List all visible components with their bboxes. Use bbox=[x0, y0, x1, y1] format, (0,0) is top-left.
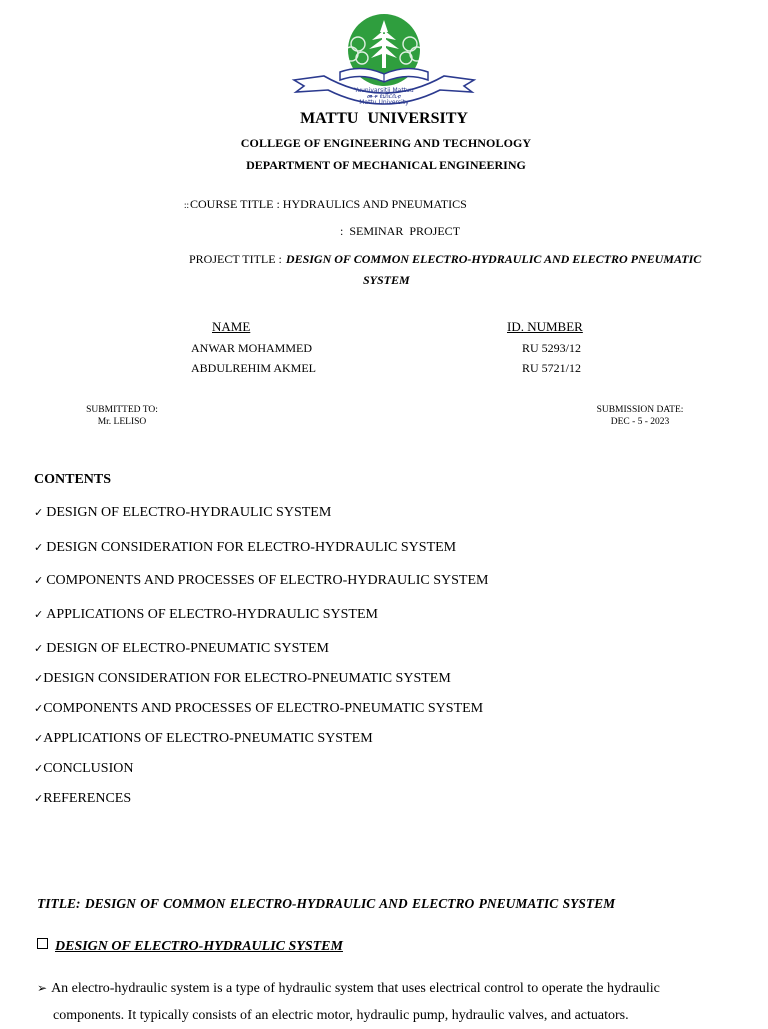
checkmark-icon: ✓ bbox=[34, 762, 44, 775]
project-title: DESIGN OF COMMON ELECTRO-HYDRAULIC AND ELECTRO PNEUMATIC bbox=[285, 252, 702, 266]
logo-text-3: Mattu University bbox=[359, 99, 409, 106]
paragraph-line: An electro-hydraulic system is a type of hydraulic system that uses electrical control to operate the hydraulic bbox=[51, 981, 660, 996]
member-id: RU 5721/12 bbox=[522, 361, 582, 375]
contents-item bbox=[34, 761, 133, 777]
submission-date-value: DEC - 5 - 2023 bbox=[610, 417, 670, 427]
project-title-label: PROJECT TITLE : bbox=[189, 252, 282, 266]
submitted-to bbox=[74, 404, 170, 428]
contents-item bbox=[34, 641, 329, 657]
contents-item-label: APPLICATIONS OF ELECTRO-HYDRAULIC SYSTEM bbox=[46, 607, 378, 622]
contents-item bbox=[34, 731, 373, 747]
checkmark-icon: ✓ bbox=[34, 672, 44, 685]
logo-text-1: Yuunivarsitii Mattuu bbox=[354, 87, 414, 94]
contents-item bbox=[34, 791, 131, 807]
checkmark-icon: ✓ bbox=[34, 608, 44, 621]
checkbox-bullet-icon bbox=[37, 938, 48, 949]
checkmark-icon: ✓ bbox=[34, 506, 44, 519]
document-title: TITLE: DESIGN OF COMMON ELECTRO-HYDRAULIC AND ELECTRO PNEUMATIC SYSTEM bbox=[37, 896, 616, 911]
college-name: COLLEGE OF ENGINEERING AND TECHNOLOGY bbox=[240, 136, 532, 150]
member-name: ABDULREHIM AKMEL bbox=[191, 361, 316, 375]
section-heading-text: DESIGN OF ELECTRO-HYDRAULIC SYSTEM bbox=[55, 939, 343, 954]
checkmark-icon: ✓ bbox=[34, 702, 44, 715]
checkmark-icon: ✓ bbox=[34, 792, 44, 805]
contents-item-label: DESIGN CONSIDERATION FOR ELECTRO-HYDRAULIC SYSTEM bbox=[46, 540, 457, 555]
checkmark-icon: ✓ bbox=[34, 642, 44, 655]
body-paragraph bbox=[37, 975, 742, 1029]
paragraph-line: components. It typically consists of an electric motor, hydraulic pump, hydraulic valves, and actuators. bbox=[53, 1008, 629, 1023]
contents-item bbox=[34, 505, 331, 521]
course-glyph: :: bbox=[184, 200, 190, 210]
contents-item-label: CONCLUSION bbox=[43, 761, 134, 776]
project-title-continued: SYSTEM bbox=[363, 273, 410, 287]
course-title-row bbox=[184, 197, 467, 212]
submission-date bbox=[588, 404, 692, 428]
logo-text-2: ሙቱ ዩኒቨርሲቲ bbox=[367, 93, 401, 100]
submitted-to-value: Mr. LELISO bbox=[97, 417, 147, 427]
university-seal-icon bbox=[288, 14, 480, 108]
contents-item-label: COMPONENTS AND PROCESSES OF ELECTRO-PNEUMATIC SYSTEM bbox=[43, 701, 484, 716]
submitted-to-label: SUBMITTED TO: bbox=[86, 405, 158, 415]
course-title: COURSE TITLE : HYDRAULICS AND PNEUMATICS bbox=[190, 197, 467, 211]
checkmark-icon: ✓ bbox=[34, 541, 44, 554]
id-column-header: ID. NUMBER bbox=[507, 319, 583, 334]
member-id: RU 5293/12 bbox=[522, 341, 582, 355]
contents-item-label: DESIGN OF ELECTRO-PNEUMATIC SYSTEM bbox=[46, 641, 329, 656]
contents-item bbox=[34, 573, 488, 589]
section-heading bbox=[37, 939, 343, 955]
project-title-row bbox=[189, 252, 701, 267]
arrow-bullet-icon: ➢ bbox=[37, 981, 48, 995]
contents-item bbox=[34, 671, 451, 687]
contents-item bbox=[34, 607, 378, 623]
member-name: ANWAR MOHAMMED bbox=[191, 341, 313, 355]
contents-item-label: REFERENCES bbox=[43, 791, 132, 806]
checkmark-icon: ✓ bbox=[34, 732, 44, 745]
department-name: DEPARTMENT OF MECHANICAL ENGINEERING bbox=[246, 158, 526, 172]
contents-item bbox=[34, 701, 483, 717]
submission-date-label: SUBMISSION DATE: bbox=[596, 405, 684, 415]
university-logo bbox=[288, 14, 480, 108]
contents-heading: CONTENTS bbox=[34, 472, 112, 487]
university-name: MATTU UNIVERSITY bbox=[300, 110, 468, 127]
seminar-project: : SEMINAR PROJECT bbox=[340, 224, 461, 238]
checkmark-icon: ✓ bbox=[34, 574, 44, 587]
contents-item bbox=[34, 540, 456, 556]
contents-item-label: COMPONENTS AND PROCESSES OF ELECTRO-HYDRAULIC SYSTEM bbox=[46, 573, 489, 588]
contents-item-label: DESIGN CONSIDERATION FOR ELECTRO-PNEUMATIC SYSTEM bbox=[43, 671, 451, 686]
contents-item-label: DESIGN OF ELECTRO-HYDRAULIC SYSTEM bbox=[46, 505, 332, 520]
contents-item-label: APPLICATIONS OF ELECTRO-PNEUMATIC SYSTEM bbox=[43, 731, 373, 746]
name-column-header: NAME bbox=[212, 319, 251, 334]
